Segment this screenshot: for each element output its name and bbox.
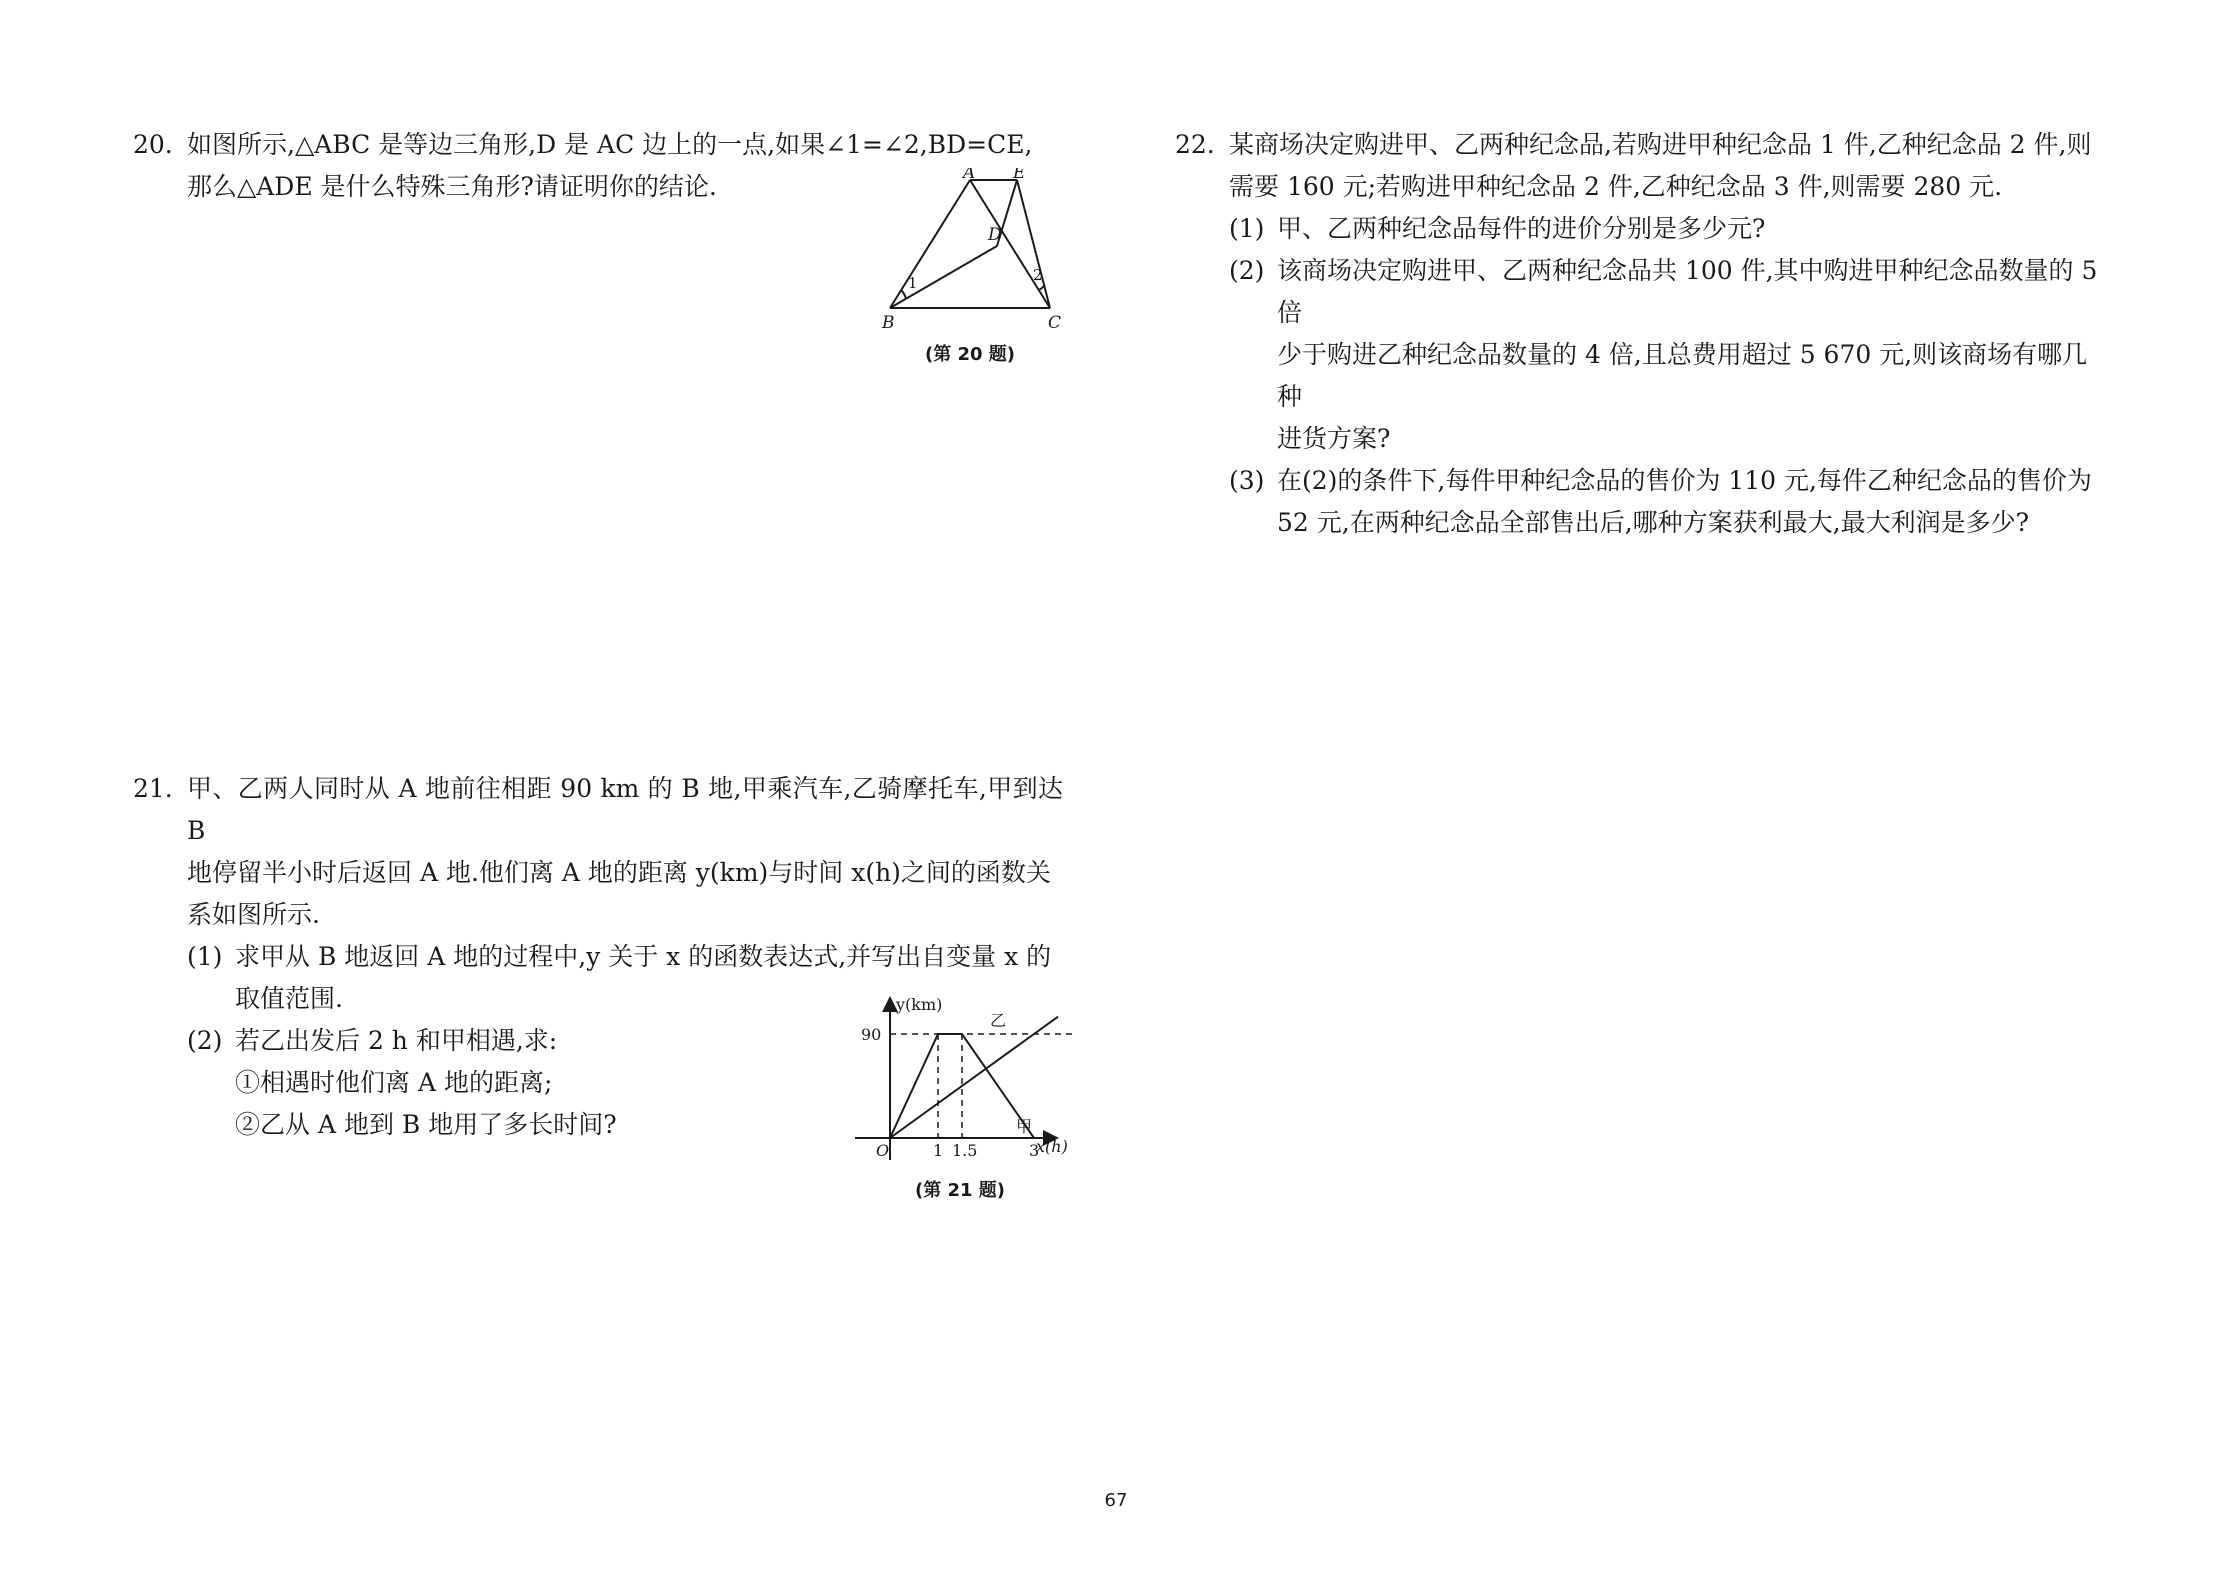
- sub-question-part: ②乙从 A 地到 B 地用了多长时间?: [235, 1110, 617, 1139]
- sub-question-text: 进货方案?: [1277, 424, 1391, 453]
- figure-21: [840, 990, 1080, 1170]
- sub-question-text: 求甲从 B 地返回 A 地的过程中,y 关于 x 的函数表达式,并写出自变量 x 的: [235, 942, 1052, 971]
- figure-20-caption: (第 20 题): [924, 344, 1016, 365]
- sub-question-label: (2): [187, 1026, 223, 1055]
- problem-number: 22.: [1175, 130, 1215, 159]
- angle-2-arc: [1039, 286, 1044, 290]
- segment-ab: [890, 180, 970, 308]
- sub-question-text: 甲、乙两种纪念品每件的进价分别是多少元?: [1277, 214, 1766, 243]
- problem-text-line: 地停留半小时后返回 A 地.他们离 A 地的距离 y(km)与时间 x(h)之间的函数关: [187, 858, 1051, 887]
- sub-question-text: 取值范围.: [235, 984, 343, 1013]
- label-angle-2: 2: [1033, 266, 1043, 284]
- segment-ac: [970, 180, 1050, 308]
- y-tick-label: 90: [861, 1025, 882, 1044]
- angle-1-arc: [901, 290, 906, 299]
- page-number: 67: [1104, 1490, 1128, 1511]
- series-label-yi: 乙: [990, 1011, 1007, 1030]
- sub-question-text: 在(2)的条件下,每件甲种纪念品的售价为 110 元,每件乙种纪念品的售价为: [1277, 466, 2092, 495]
- sub-question-1: [1229, 208, 2105, 250]
- x-axis-label: x(h): [1036, 1137, 1068, 1156]
- sub-question-label: (2): [1229, 256, 1265, 285]
- label-a: A: [963, 168, 976, 183]
- problem-22: [1175, 124, 2105, 544]
- label-angle-1: 1: [908, 274, 918, 292]
- sub-question-3: [1229, 460, 2105, 544]
- segment-ce: [1017, 180, 1050, 308]
- triangle-diagram: [870, 168, 1070, 338]
- sub-question-label: (3): [1229, 466, 1265, 495]
- problem-number: 20.: [133, 130, 173, 159]
- series-label-jia: 甲: [1016, 1117, 1033, 1136]
- problem-text-line: 如图所示,△ABC 是等边三角形,D 是 AC 边上的一点,如果∠1=∠2,BD=CE,: [187, 130, 1033, 159]
- label-b: B: [882, 313, 895, 333]
- sub-question-label: (1): [187, 942, 223, 971]
- label-d: D: [988, 225, 1002, 245]
- x-tick-label: 1: [933, 1141, 944, 1160]
- problem-text-line: 需要 160 元;若购进甲种纪念品 2 件,乙种纪念品 3 件,则需要 280 元.: [1229, 172, 2003, 201]
- sub-question-part: ①相遇时他们离 A 地的距离;: [235, 1068, 553, 1097]
- sub-question-2: [1229, 250, 2105, 460]
- series-line-yi-extension: [1034, 1017, 1058, 1034]
- x-tick-label: 3: [1029, 1141, 1040, 1160]
- sub-question-text: 52 元,在两种纪念品全部售出后,哪种方案获利最大,最大利润是多少?: [1277, 508, 2030, 537]
- problem-text-line: 那么△ADE 是什么特殊三角形?请证明你的结论.: [187, 172, 717, 201]
- y-axis-label: y(km): [896, 995, 943, 1014]
- problem-text-line: 甲、乙两人同时从 A 地前往相距 90 km 的 B 地,甲乘汽车,乙骑摩托车,甲到达 B: [187, 774, 1063, 845]
- sub-question-text: 少于购进乙种纪念品数量的 4 倍,且总费用超过 5 670 元,则该商场有哪几种: [1277, 340, 2088, 411]
- problem-number: 21.: [133, 774, 173, 803]
- problem-text-line: 某商场决定购进甲、乙两种纪念品,若购进甲种纪念品 1 件,乙种纪念品 2 件,则: [1229, 130, 2092, 159]
- distance-time-graph: [840, 990, 1080, 1170]
- sub-question-text: 若乙出发后 2 h 和甲相遇,求:: [235, 1026, 558, 1055]
- label-e: E: [1013, 168, 1026, 183]
- sub-question-label: (1): [1229, 214, 1265, 243]
- label-c: C: [1048, 313, 1062, 333]
- x-tick-label: 1.5: [952, 1141, 978, 1160]
- sub-question-text: 该商场决定购进甲、乙两种纪念品共 100 件,其中购进甲种纪念品数量的 5 倍: [1277, 256, 2098, 327]
- figure-21-caption: (第 21 题): [914, 1180, 1006, 1201]
- problem-text-line: 系如图所示.: [187, 900, 320, 929]
- figure-20: [870, 168, 1070, 338]
- origin-label: O: [876, 1141, 890, 1160]
